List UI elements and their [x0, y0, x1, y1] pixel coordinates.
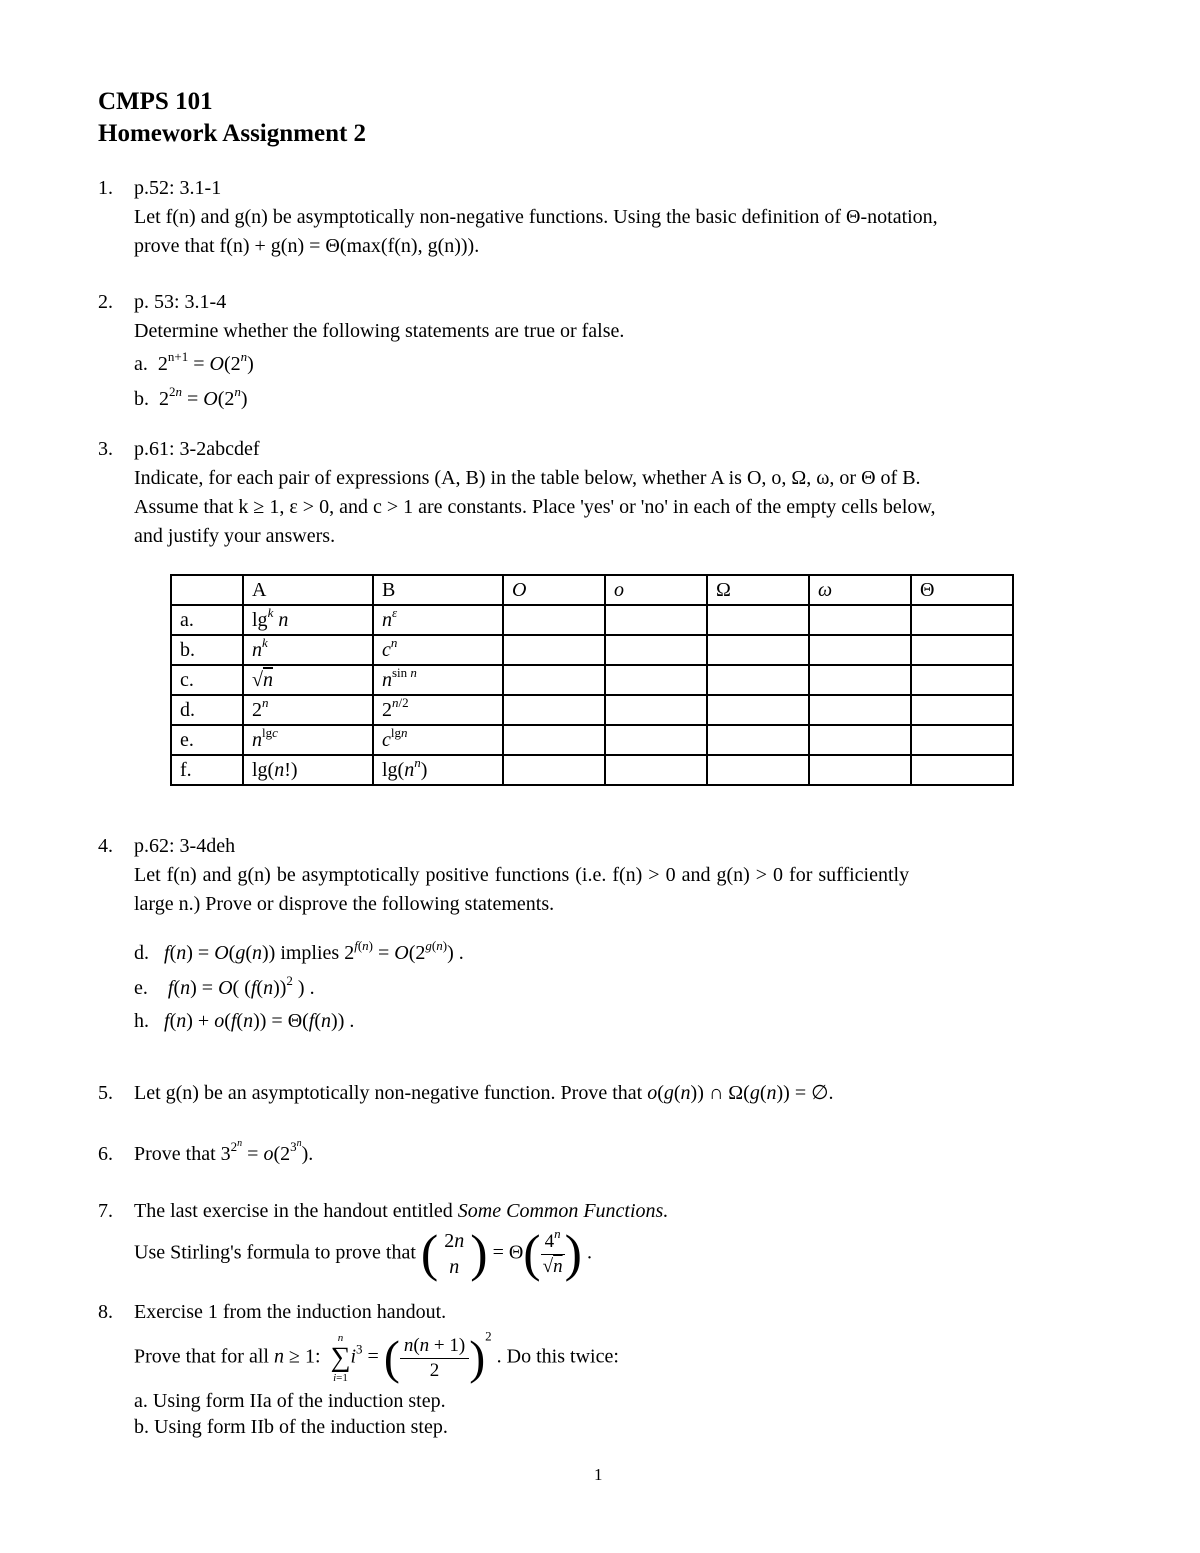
answer-cell[interactable]	[503, 695, 605, 725]
expr-b: $2^{n/2}$	[373, 695, 503, 725]
problem-6	[98, 1140, 1108, 1169]
table-row	[171, 695, 1013, 725]
expr-a: 2$^n$	[243, 695, 373, 725]
problem-number: 3.	[98, 438, 113, 460]
table-row	[171, 635, 1013, 665]
answer-cell[interactable]	[809, 755, 911, 785]
problem-text: The last exercise in the handout entitled Some Common Functions.	[134, 1200, 669, 1222]
problem-number: 4.	[98, 835, 113, 857]
table-header-cell: A	[243, 575, 373, 605]
answer-cell[interactable]	[911, 695, 1013, 725]
problem-number: 2.	[98, 291, 113, 313]
expr-b: $\lg(n^n)$	[373, 755, 503, 785]
induction-formula: Prove that for all n ≥ 1: n ∑ i=1 $i^3$ = ( $\frac{n(n + 1)}{2}$ )$^2$ . Do this twice:	[134, 1328, 619, 1385]
answer-cell[interactable]	[809, 665, 911, 695]
answer-cell[interactable]	[911, 755, 1013, 785]
expr-b: $n^\varepsilon$	[373, 605, 503, 635]
problem-number: 5.	[98, 1082, 113, 1104]
problem-number: 8.	[98, 1301, 113, 1323]
problem-3	[98, 435, 1108, 551]
answer-cell[interactable]	[911, 605, 1013, 635]
answer-cell[interactable]	[605, 605, 707, 635]
answer-cell[interactable]	[605, 635, 707, 665]
expr-a: $\lg^k n$	[243, 605, 373, 635]
row-label: b.	[171, 635, 243, 665]
page-number: 1	[594, 1465, 603, 1484]
answer-cell[interactable]	[605, 665, 707, 695]
problem-1	[98, 174, 1108, 261]
statement-a: a. $2^{n+1} = O(2^n)$	[134, 349, 254, 375]
problem-number: 6.	[98, 1143, 113, 1165]
problem-4	[98, 832, 1108, 1036]
answer-cell[interactable]	[605, 725, 707, 755]
statement-e: e. f(n) = O( $(f(n))^2$ ) .	[134, 973, 315, 999]
table-header-cell: ω	[809, 575, 911, 605]
statement-b: b. $2^{2n} = O(2^n)$	[134, 384, 248, 410]
problem-reference: p.62: 3-4deh	[134, 835, 236, 857]
answer-cell[interactable]	[707, 665, 809, 695]
answer-cell[interactable]	[707, 605, 809, 635]
problem-text: prove that f(n) + g(n) = Θ(max(f(n), g(n))).	[134, 235, 480, 257]
answer-cell[interactable]	[707, 695, 809, 725]
problem-text: Indicate, for each pair of expressions (A, B) in the table below, whether A is O, o, Ω, ω, or Θ of B.	[134, 467, 921, 489]
problem-reference: p. 53: 3.1-4	[134, 291, 227, 313]
answer-cell[interactable]	[503, 635, 605, 665]
row-label: a.	[171, 605, 243, 635]
table-header-cell: Θ	[911, 575, 1013, 605]
table-header-row	[171, 575, 1013, 605]
row-label: d.	[171, 695, 243, 725]
answer-cell[interactable]	[809, 695, 911, 725]
table-header-cell: o	[605, 575, 707, 605]
answer-cell[interactable]	[809, 725, 911, 755]
answer-cell[interactable]	[503, 725, 605, 755]
problem-7	[98, 1197, 1108, 1283]
table-header-cell: O	[503, 575, 605, 605]
problem-reference: p.61: 3-2abcdef	[134, 438, 260, 460]
problem-5	[98, 1079, 1108, 1108]
table-row	[171, 605, 1013, 635]
table-header-cell: Ω	[707, 575, 809, 605]
expr-a: $n^k$	[243, 635, 373, 665]
expr-b: $c^{lgn}$	[373, 725, 503, 755]
asymptotic-table	[170, 574, 1014, 786]
answer-cell[interactable]	[911, 725, 1013, 755]
expr-a: √n	[243, 665, 373, 695]
problem-text: and justify your answers.	[134, 525, 336, 547]
answer-cell[interactable]	[503, 665, 605, 695]
answer-cell[interactable]	[707, 755, 809, 785]
table-header-cell: B	[373, 575, 503, 605]
answer-cell[interactable]	[707, 635, 809, 665]
statement-d: d. f(n) = O(g(n)) implies $2^{f(n)} = O(2^{g(n)})$ .	[134, 938, 464, 964]
answer-cell[interactable]	[503, 605, 605, 635]
answer-cell[interactable]	[911, 665, 1013, 695]
problem-text: large n.) Prove or disprove the following statements.	[134, 893, 555, 915]
stirling-formula: Use Stirling's formula to prove that ( 2n n ) = Θ( $\frac{4^n}{√n}$ ) .	[134, 1225, 592, 1283]
problem-text: Let f(n) and g(n) be asymptotically non-negative functions. Using the basic definition of Θ-notation,	[134, 206, 938, 228]
table-header-cell	[171, 575, 243, 605]
expr-a: lg(n!)	[243, 755, 373, 785]
row-label: f.	[171, 755, 243, 785]
row-label: e.	[171, 725, 243, 755]
problem-reference: p.52: 3.1-1	[134, 177, 222, 199]
problem-8	[98, 1298, 1108, 1442]
answer-cell[interactable]	[707, 725, 809, 755]
problem-text: Let f(n) and g(n) be asymptotically positive functions (i.e. f(n) > 0 and g(n) > 0 for sufficiently	[134, 864, 910, 886]
answer-cell[interactable]	[809, 605, 911, 635]
problem-number: 1.	[98, 177, 113, 199]
induction-option-b: b. Using form IIb of the induction step.	[134, 1416, 448, 1438]
answer-cell[interactable]	[605, 755, 707, 785]
problem-2	[98, 288, 1108, 414]
table-row	[171, 665, 1013, 695]
answer-cell[interactable]	[503, 755, 605, 785]
problem-text: Let g(n) be an asymptotically non-negative function. Prove that o(g(n)) ∩ Ω(g(n)) = ∅.	[134, 1082, 834, 1104]
problem-text: Prove that $3^{2^n} = o(2^{3^n})$.	[134, 1138, 314, 1165]
answer-cell[interactable]	[809, 635, 911, 665]
course-title: CMPS 101	[98, 88, 213, 115]
problem-text: Determine whether the following statements are true or false.	[134, 320, 625, 342]
answer-cell[interactable]	[605, 695, 707, 725]
row-label: c.	[171, 665, 243, 695]
answer-cell[interactable]	[911, 635, 1013, 665]
assignment-title: Homework Assignment 2	[98, 120, 367, 147]
problem-text: Exercise 1 from the induction handout.	[134, 1301, 447, 1323]
expr-a: $n^{lgc}$	[243, 725, 373, 755]
problem-number: 7.	[98, 1200, 113, 1222]
expr-b: $c^n$	[373, 635, 503, 665]
expr-b: $n^{sin n}$	[373, 665, 503, 695]
table-row	[171, 755, 1013, 785]
statement-h: h. f(n) + o(f(n)) = Θ(f(n)) .	[134, 1010, 355, 1032]
table-row	[171, 725, 1013, 755]
problem-text: Assume that k ≥ 1, ε > 0, and c > 1 are constants. Place 'yes' or 'no' in each of the empty cells below,	[134, 496, 936, 518]
induction-option-a: a. Using form IIa of the induction step.	[134, 1390, 446, 1412]
